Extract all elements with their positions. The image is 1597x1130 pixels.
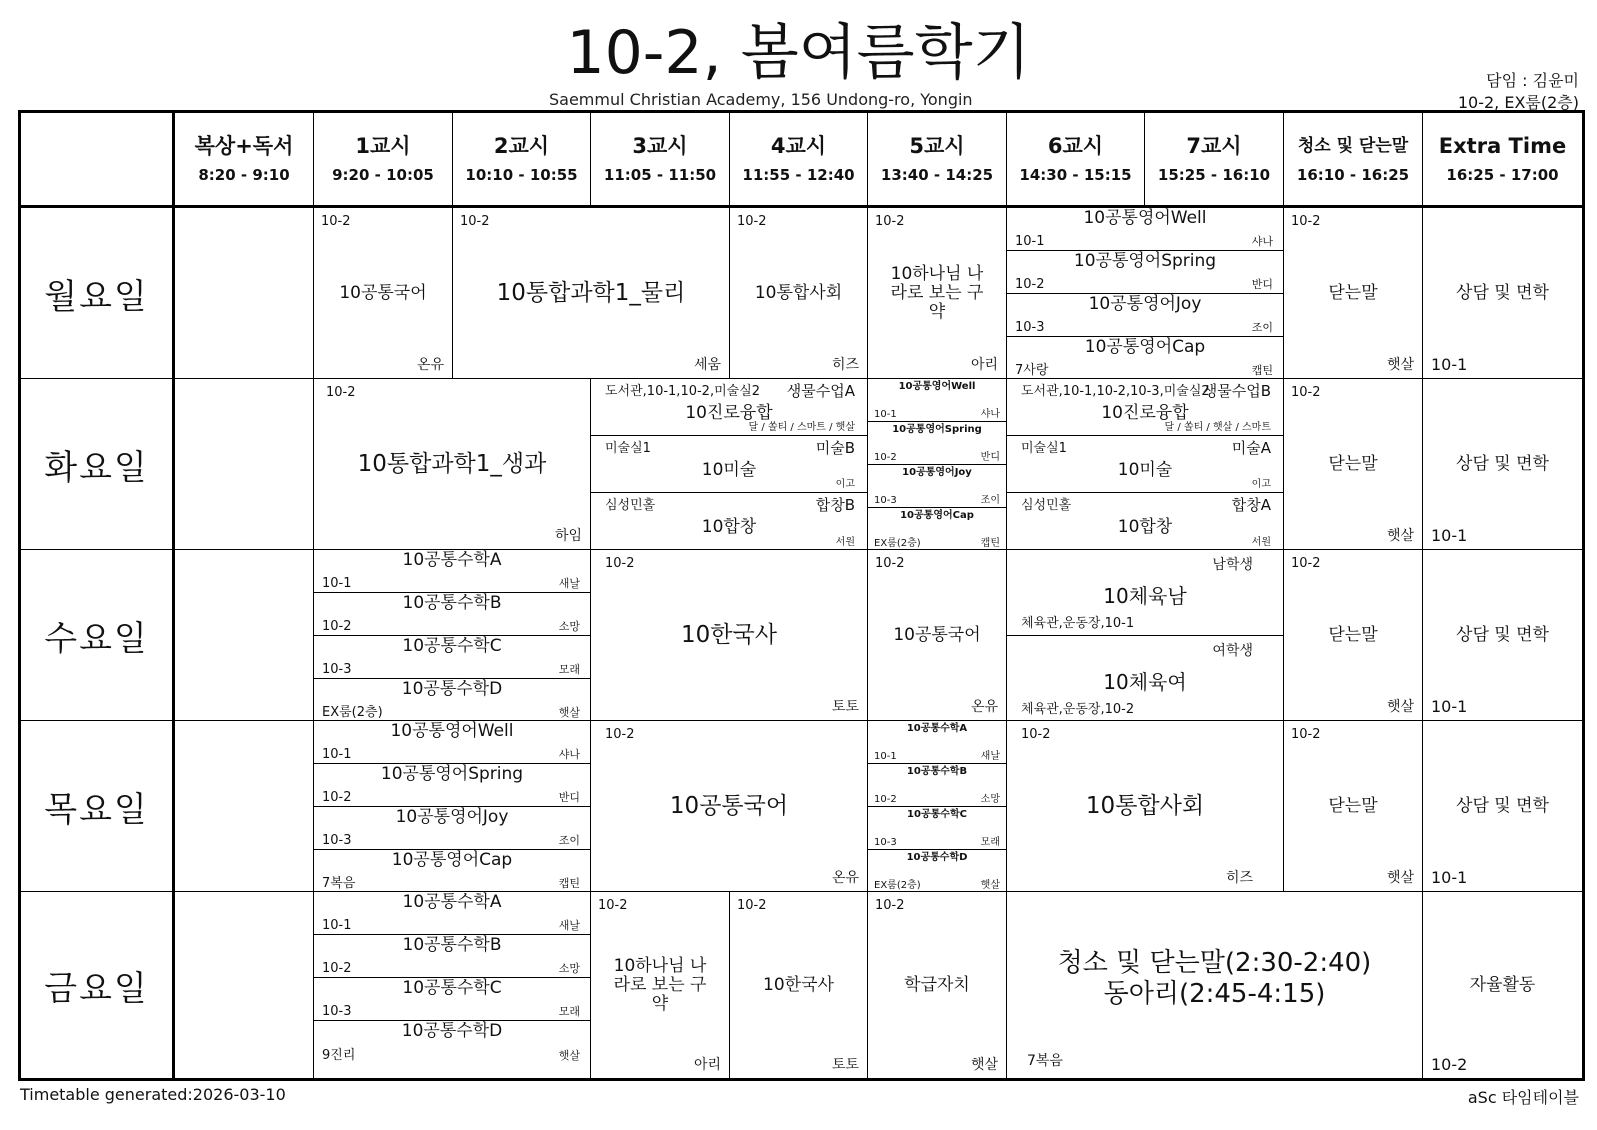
lesson-subject: 10통합과학1_생과	[357, 450, 547, 477]
lesson-subject: 10공통영어Spring	[380, 764, 524, 784]
lesson-subject: 10진로융합	[1101, 403, 1189, 423]
lesson-group: 10-1	[322, 576, 352, 591]
lesson-card[interactable]	[1423, 379, 1582, 550]
lesson-subject: 10공통영어Cap	[391, 850, 513, 870]
lesson-card[interactable]	[314, 379, 591, 550]
lesson-subject: 10한국사	[681, 621, 777, 648]
lesson-group: 생물수업B	[1202, 382, 1271, 400]
lesson-subject: 10공통영어Well	[1083, 208, 1207, 228]
lesson-group: 10-2	[1291, 385, 1321, 400]
lesson-teacher: 히즈	[1225, 870, 1253, 886]
lesson-group: 여학생	[1212, 643, 1253, 659]
lesson-subject: 10공통영어Joy	[1088, 294, 1202, 314]
lesson-teacher: 달 / 쏠티 / 스마트 / 햇살	[748, 422, 855, 433]
lesson-group: 10-2	[875, 898, 905, 913]
lesson-card[interactable]	[868, 850, 1006, 892]
school-address: Saemmul Christian Academy, 156 Undong-ro, Yongin	[549, 90, 973, 109]
lesson-subject: 상담 및 면학	[1456, 453, 1549, 474]
lesson-card[interactable]	[591, 892, 730, 1078]
column-name: 청소 및 닫는말	[1297, 136, 1409, 156]
lesson-group: 10-2	[1021, 727, 1051, 742]
lesson-card[interactable]	[1007, 436, 1283, 493]
lesson-group: 미술A	[1231, 439, 1271, 457]
lesson-room: 미술실1	[605, 441, 651, 456]
lesson-card[interactable]	[1007, 294, 1283, 337]
column-time: 9:20 - 10:05	[332, 166, 434, 184]
lesson-card[interactable]	[314, 764, 590, 807]
lesson-subject-line: 동아리(2:45-4:15)	[1103, 979, 1326, 1009]
lesson-group: 9진리	[322, 1048, 356, 1063]
lesson-teacher: 새날	[980, 751, 1000, 762]
lesson-card[interactable]	[1423, 208, 1582, 379]
lesson-group: 10-1	[874, 751, 897, 762]
column-name: Extra Time	[1438, 134, 1567, 158]
lesson-card[interactable]	[591, 493, 867, 550]
lesson-group: 미술B	[815, 439, 855, 457]
lesson-group: 10-2	[605, 556, 635, 571]
lesson-subject: 닫는말	[1328, 282, 1378, 303]
lesson-teacher: 햇살	[558, 706, 580, 719]
lesson-subject: 10공통수학C	[907, 809, 967, 820]
lesson-teacher: 햇살	[1386, 528, 1414, 544]
lesson-room: 심성민홀	[1021, 498, 1072, 513]
lesson-room: 심성민홀	[605, 498, 656, 513]
lesson-teacher: 토토	[831, 1057, 859, 1073]
lesson-teacher: 캡틴	[980, 538, 1000, 549]
lesson-group: 10-3	[1015, 320, 1045, 335]
lesson-group: 10-3	[874, 495, 897, 506]
lesson-card[interactable]	[868, 508, 1006, 550]
lesson-group: 남학생	[1212, 557, 1253, 573]
column-header	[868, 113, 1007, 208]
lesson-teacher: 햇살	[558, 1049, 580, 1062]
lesson-subject: 학급자치	[904, 974, 970, 995]
lesson-room: 체육관,운동장,10-2	[1021, 702, 1135, 717]
lesson-room: 체육관,운동장,10-1	[1021, 616, 1135, 631]
lesson-card[interactable]	[1007, 251, 1283, 294]
homeroom-room: 10-2, EX룸(2층)	[1457, 93, 1579, 112]
lesson-group: 10-2	[322, 961, 352, 976]
lesson-subject: 닫는말	[1328, 795, 1378, 816]
lesson-teacher: 모래	[558, 1005, 580, 1018]
lesson-room: 도서관,10-1,10-2,10-3,미술실2	[1021, 384, 1210, 399]
lesson-teacher: 서원	[835, 537, 855, 548]
column-time: 13:40 - 14:25	[880, 166, 994, 184]
lesson-card[interactable]	[1007, 493, 1283, 550]
lesson-group: 10-1	[1015, 234, 1045, 249]
lesson-group: 10-2	[321, 214, 351, 229]
empty-slot	[175, 721, 314, 892]
corner-cell	[21, 113, 175, 208]
lesson-subject: 10공통국어	[893, 624, 981, 645]
lesson-subject: 10공통수학D	[401, 1021, 503, 1041]
lesson-subject: 10공통영어Well	[390, 721, 514, 741]
lesson-card[interactable]	[1007, 636, 1283, 721]
lesson-group: 7복음	[322, 876, 356, 891]
lesson-subject-line: 청소 및 닫는말(2:30-2:40)	[1057, 948, 1372, 978]
column-name: 7교시	[1186, 134, 1242, 158]
lesson-subject: 10공통국어	[669, 792, 789, 819]
column-name: 복상+독서	[194, 134, 294, 158]
column-name: 3교시	[632, 134, 688, 158]
lesson-card[interactable]	[868, 422, 1006, 465]
software-credit: aSc 타임테이블	[1467, 1088, 1579, 1107]
lesson-subject: 상담 및 면학	[1456, 795, 1549, 816]
lesson-subject: 상담 및 면학	[1456, 624, 1549, 645]
lesson-card[interactable]	[1007, 379, 1283, 436]
lesson-card[interactable]	[1007, 208, 1283, 251]
lesson-group: 7사랑	[1015, 363, 1049, 378]
lesson-teacher: 햇살	[1386, 870, 1414, 886]
lesson-subject: 10한국사	[763, 974, 834, 995]
lesson-subject: 10공통영어Cap	[1084, 337, 1206, 357]
lesson-card[interactable]	[591, 436, 867, 493]
lesson-group: 합창A	[1231, 496, 1271, 514]
lesson-group: 10-1	[1431, 697, 1468, 716]
lesson-card[interactable]	[314, 807, 590, 850]
lesson-group-block	[1007, 550, 1284, 721]
lesson-group: 10-2	[874, 452, 897, 463]
lesson-group: 10-1	[874, 409, 897, 420]
column-header	[1145, 113, 1284, 208]
lesson-teacher: 반디	[558, 791, 580, 804]
column-time: 14:30 - 15:15	[1019, 166, 1132, 184]
lesson-subject: 10공통영어Well	[898, 381, 976, 392]
lesson-group: EX룸(2층)	[874, 880, 921, 891]
generated-date: Timetable generated:2026-03-10	[20, 1085, 286, 1104]
lesson-subject: 10공통영어Joy	[902, 467, 972, 478]
column-name: 5교시	[909, 134, 965, 158]
lesson-subject: 10진로융합	[685, 403, 773, 423]
column-time: 16:25 - 17:00	[1446, 166, 1559, 184]
lesson-teacher: 히즈	[831, 357, 859, 373]
lesson-card[interactable]	[1007, 892, 1423, 1078]
lesson-group-block	[1007, 208, 1284, 379]
lesson-card[interactable]	[1284, 721, 1423, 892]
lesson-group: 10-2	[737, 898, 767, 913]
column-header	[591, 113, 730, 208]
lesson-card[interactable]	[1007, 550, 1283, 636]
lesson-subject: 10통합과학1_물리	[496, 279, 686, 306]
lesson-card[interactable]	[314, 850, 590, 892]
lesson-subject: 10체육여	[1103, 670, 1187, 694]
lesson-subject: 자율활동	[1469, 974, 1536, 995]
column-header	[1007, 113, 1145, 208]
column-time: 11:55 - 12:40	[742, 166, 855, 184]
column-time: 10:10 - 10:55	[465, 166, 578, 184]
lesson-subject: 10공통수학A	[402, 550, 502, 570]
lesson-group: 10-2	[875, 556, 905, 571]
lesson-card[interactable]	[314, 978, 590, 1021]
lesson-card[interactable]	[591, 721, 868, 892]
lesson-teacher: 소망	[558, 962, 580, 975]
column-name: 6교시	[1047, 134, 1104, 158]
lesson-card[interactable]	[314, 636, 590, 679]
lesson-teacher: 서원	[1251, 537, 1271, 548]
lesson-teacher: 달 / 쏠티 / 햇살 / 스마트	[1164, 422, 1271, 433]
lesson-group: 10-2	[326, 385, 356, 400]
lesson-group-block	[314, 550, 591, 721]
lesson-card[interactable]	[314, 593, 590, 636]
lesson-subject: 10통합사회	[1085, 792, 1205, 819]
lesson-group-block	[868, 379, 1007, 550]
lesson-teacher: 조이	[1251, 321, 1273, 334]
lesson-card[interactable]	[1284, 208, 1423, 379]
lesson-subject: 10공통영어Spring	[1073, 251, 1217, 271]
lesson-group: 10-2	[598, 898, 628, 913]
lesson-group: 10-2	[322, 619, 352, 634]
lesson-group: 10-2	[1431, 1055, 1468, 1074]
lesson-card[interactable]	[1423, 550, 1582, 721]
lesson-card[interactable]	[1007, 337, 1283, 379]
lesson-room: 도서관,10-1,10-2,미술실2	[605, 384, 761, 399]
lesson-subject: 닫는말	[1328, 624, 1378, 645]
lesson-subject: 10공통국어	[339, 282, 427, 303]
lesson-card[interactable]	[591, 550, 868, 721]
day-label: 화요일	[21, 379, 175, 550]
lesson-card[interactable]	[314, 1021, 590, 1064]
lesson-subject: 10공통수학D	[401, 679, 503, 699]
lesson-teacher: 하임	[554, 528, 582, 544]
lesson-teacher: 샤나	[1251, 235, 1273, 248]
column-name: 2교시	[493, 134, 550, 158]
lesson-teacher: 조이	[980, 495, 1000, 506]
lesson-subject	[1007, 948, 1422, 1010]
lesson-teacher: 반디	[980, 452, 1000, 463]
lesson-group: 10-2	[1291, 214, 1321, 229]
lesson-group: 10-1	[1431, 868, 1468, 887]
lesson-teacher: 새날	[558, 577, 580, 590]
lesson-group-block	[1007, 379, 1284, 550]
column-header	[314, 113, 453, 208]
lesson-subject: 10공통수학B	[402, 935, 502, 955]
empty-slot	[175, 892, 314, 1078]
lesson-room: 미술실1	[1021, 441, 1067, 456]
column-name: 4교시	[770, 134, 827, 158]
lesson-card[interactable]	[314, 550, 590, 593]
column-time: 15:25 - 16:10	[1157, 166, 1271, 184]
lesson-teacher: 이고	[1251, 479, 1271, 490]
lesson-teacher: 소망	[980, 794, 1000, 805]
page-title: 10-2, 봄여름학기	[566, 18, 1031, 88]
lesson-teacher: 온유	[416, 357, 444, 373]
lesson-subject: 닫는말	[1328, 453, 1378, 474]
lesson-teacher: 온유	[970, 699, 998, 715]
day-label: 목요일	[21, 721, 175, 892]
lesson-group: 10-1	[322, 747, 352, 762]
column-time: 11:05 - 11:50	[603, 166, 717, 184]
lesson-group: 10-3	[322, 1004, 352, 1019]
column-time: 8:20 - 9:10	[198, 166, 290, 184]
day-label: 금요일	[21, 892, 175, 1078]
lesson-group: 10-2	[875, 214, 905, 229]
lesson-group: EX룸(2층)	[874, 538, 921, 549]
empty-slot	[175, 379, 314, 550]
lesson-subject: 10미술	[1117, 460, 1173, 480]
lesson-subject: 10공통영어Spring	[892, 424, 982, 435]
lesson-subject: 10공통수학D	[906, 852, 968, 863]
timetable-grid	[18, 110, 1585, 1081]
column-header	[1284, 113, 1423, 208]
lesson-card[interactable]	[868, 892, 1007, 1078]
lesson-card[interactable]	[868, 721, 1006, 764]
lesson-group: EX룸(2층)	[322, 705, 383, 720]
lesson-teacher: 세움	[693, 357, 721, 373]
lesson-group-block	[591, 379, 868, 550]
lesson-group-block	[868, 721, 1007, 892]
lesson-group: 10-2	[874, 794, 897, 805]
column-time: 16:10 - 16:25	[1296, 166, 1410, 184]
lesson-card[interactable]	[868, 465, 1006, 508]
lesson-group: 10-2	[737, 214, 767, 229]
empty-slot	[175, 550, 314, 721]
lesson-group: 7복음	[1027, 1053, 1063, 1069]
lesson-subject: 10공통영어Cap	[900, 510, 974, 521]
lesson-card[interactable]	[868, 764, 1006, 807]
lesson-subject: 10체육남	[1103, 584, 1187, 608]
lesson-card[interactable]	[591, 379, 867, 436]
lesson-group: 10-2	[1291, 556, 1321, 571]
lesson-group: 10-3	[322, 662, 352, 677]
lesson-card[interactable]	[1284, 550, 1423, 721]
lesson-group: 10-2	[460, 214, 490, 229]
lesson-teacher: 새날	[558, 919, 580, 932]
lesson-card[interactable]	[314, 892, 590, 935]
lesson-card[interactable]	[1007, 721, 1284, 892]
lesson-group: 10-1	[1431, 355, 1468, 374]
lesson-subject: 10합창	[701, 517, 757, 537]
lesson-subject: 10하나님 나라로 보는 구약	[890, 263, 984, 322]
lesson-subject: 10공통수학A	[402, 892, 502, 912]
column-name: 1교시	[355, 134, 411, 158]
lesson-teacher: 햇살	[980, 880, 1000, 891]
lesson-group: 10-3	[322, 833, 352, 848]
lesson-subject: 10공통영어Joy	[395, 807, 509, 827]
lesson-card[interactable]	[868, 379, 1006, 422]
lesson-teacher: 아리	[693, 1057, 721, 1073]
column-header	[175, 113, 314, 208]
lesson-teacher: 조이	[558, 834, 580, 847]
lesson-subject: 10통합사회	[754, 282, 843, 303]
column-header	[730, 113, 868, 208]
lesson-card[interactable]	[314, 935, 590, 978]
lesson-card[interactable]	[730, 208, 868, 379]
lesson-group: 10-2	[1015, 277, 1045, 292]
lesson-card[interactable]	[314, 208, 453, 379]
lesson-subject: 10공통수학B	[402, 593, 502, 613]
lesson-subject: 상담 및 면학	[1456, 282, 1549, 303]
day-label: 월요일	[21, 208, 175, 379]
lesson-teacher: 캡틴	[558, 877, 580, 890]
column-header	[453, 113, 591, 208]
lesson-teacher: 샤나	[980, 409, 1000, 420]
empty-slot	[175, 208, 314, 379]
lesson-card[interactable]	[314, 721, 590, 764]
lesson-card[interactable]	[1423, 892, 1582, 1078]
lesson-card[interactable]	[453, 208, 730, 379]
lesson-teacher: 햇살	[1386, 699, 1414, 715]
lesson-card[interactable]	[868, 807, 1006, 850]
lesson-group: 10-2	[322, 790, 352, 805]
lesson-card[interactable]	[1423, 721, 1582, 892]
lesson-subject: 10공통수학C	[402, 978, 502, 998]
lesson-card[interactable]	[868, 550, 1007, 721]
lesson-subject: 10하나님 나라로 보는 구약	[613, 955, 707, 1014]
lesson-teacher: 아리	[970, 357, 998, 373]
lesson-teacher: 소망	[558, 620, 580, 633]
lesson-group: 10-1	[1431, 526, 1468, 545]
lesson-group: 10-2	[1291, 727, 1321, 742]
homeroom-teacher: 담임 : 김윤미	[1486, 71, 1579, 90]
lesson-card[interactable]	[730, 892, 868, 1078]
lesson-group-block	[314, 892, 591, 1078]
lesson-teacher: 샤나	[558, 748, 580, 761]
lesson-group: 10-2	[605, 727, 635, 742]
day-label: 수요일	[21, 550, 175, 721]
lesson-card[interactable]	[868, 208, 1007, 379]
lesson-subject: 10미술	[701, 460, 757, 480]
lesson-group: 생물수업A	[786, 382, 855, 400]
lesson-group: 합창B	[815, 496, 855, 514]
lesson-group: 10-3	[874, 837, 897, 848]
lesson-card[interactable]	[1284, 379, 1423, 550]
column-header	[1423, 113, 1582, 208]
lesson-teacher: 반디	[1251, 278, 1273, 291]
lesson-subject: 10공통수학B	[906, 766, 968, 777]
lesson-group: 10-1	[322, 918, 352, 933]
lesson-teacher: 모래	[980, 837, 1000, 848]
lesson-teacher: 햇살	[1386, 357, 1414, 373]
lesson-teacher: 온유	[831, 870, 859, 886]
lesson-teacher: 캡틴	[1251, 364, 1273, 377]
lesson-subject: 10공통수학C	[402, 636, 502, 656]
lesson-card[interactable]	[314, 679, 590, 721]
lesson-teacher: 햇살	[970, 1057, 998, 1073]
lesson-subject: 10공통수학A	[906, 723, 968, 734]
lesson-group-block	[314, 721, 591, 892]
lesson-teacher: 모래	[558, 663, 580, 676]
lesson-teacher: 토토	[831, 699, 859, 715]
lesson-teacher: 이고	[835, 479, 855, 490]
lesson-subject: 10합창	[1117, 517, 1173, 537]
